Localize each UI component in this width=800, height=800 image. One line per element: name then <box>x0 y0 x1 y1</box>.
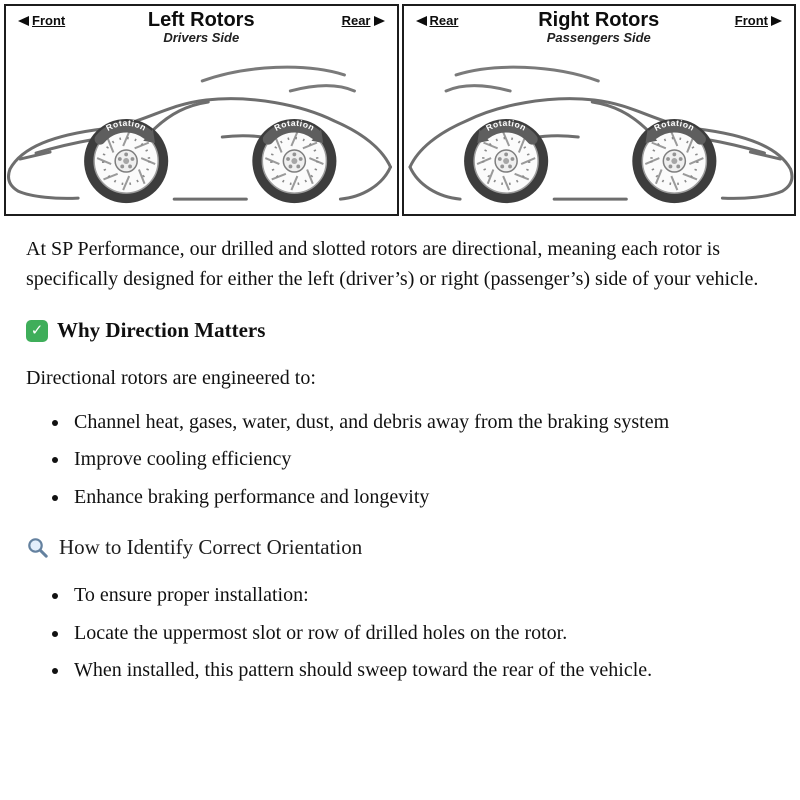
left-panel-header <box>6 6 397 52</box>
front-direction-label <box>735 13 782 28</box>
section1-heading-text: Why Direction Matters <box>57 317 266 342</box>
list-item: • Locate the uppermost slot or row of drilled holes on the rotor. <box>70 618 774 648</box>
section-heading-how-to-identify <box>26 532 774 564</box>
panel-title-block <box>6 9 397 45</box>
check-icon: ✓ <box>26 320 48 342</box>
list-item: • Channel heat, gases, water, dust, and debris away from the braking system <box>70 407 774 437</box>
list-item: • Enhance braking performance and longevity <box>70 482 774 512</box>
list-item: • To ensure proper installation: <box>70 580 774 610</box>
panel-title: Left Rotors <box>147 9 255 31</box>
section1-lead: Directional rotors are engineered to: <box>26 366 316 389</box>
right-car-illustration <box>404 52 795 212</box>
list-item: • When installed, this pattern should sweep toward the rear of the vehicle. <box>70 655 774 685</box>
panel-subtitle: Passengers Side <box>546 30 651 45</box>
direction-text: Front <box>734 13 768 28</box>
magnifier-icon <box>26 536 50 560</box>
rear-direction-label <box>342 13 385 28</box>
direction-text: Rear <box>341 13 371 28</box>
panel-title: Right Rotors <box>538 9 660 31</box>
section2-heading-text: How to Identify Correct Orientation <box>59 535 363 560</box>
left-car-illustration <box>6 52 397 212</box>
right-rotors-panel <box>402 4 797 216</box>
panel-subtitle: Drivers Side <box>163 30 240 45</box>
section-heading-why-direction-matters <box>26 315 774 347</box>
section1-bullet-list <box>26 407 774 512</box>
section2-bullet-list <box>26 580 774 685</box>
rotor-direction-diagram <box>4 4 796 216</box>
direction-text: Front <box>32 13 66 28</box>
left-rotors-panel <box>4 4 399 216</box>
intro-paragraph: At SP Performance, our drilled and slotted rotors are directional, meaning each rotor is specifically designed for either the left (driver’s) or right (passenger’s) side of your vehicle. <box>26 238 759 291</box>
arrow-right-icon <box>771 16 782 26</box>
list-item: • Improve cooling efficiency <box>70 444 774 474</box>
right-panel-header <box>404 6 795 52</box>
article <box>0 226 800 723</box>
arrow-right-icon <box>374 16 385 26</box>
direction-text: Rear <box>429 13 459 28</box>
